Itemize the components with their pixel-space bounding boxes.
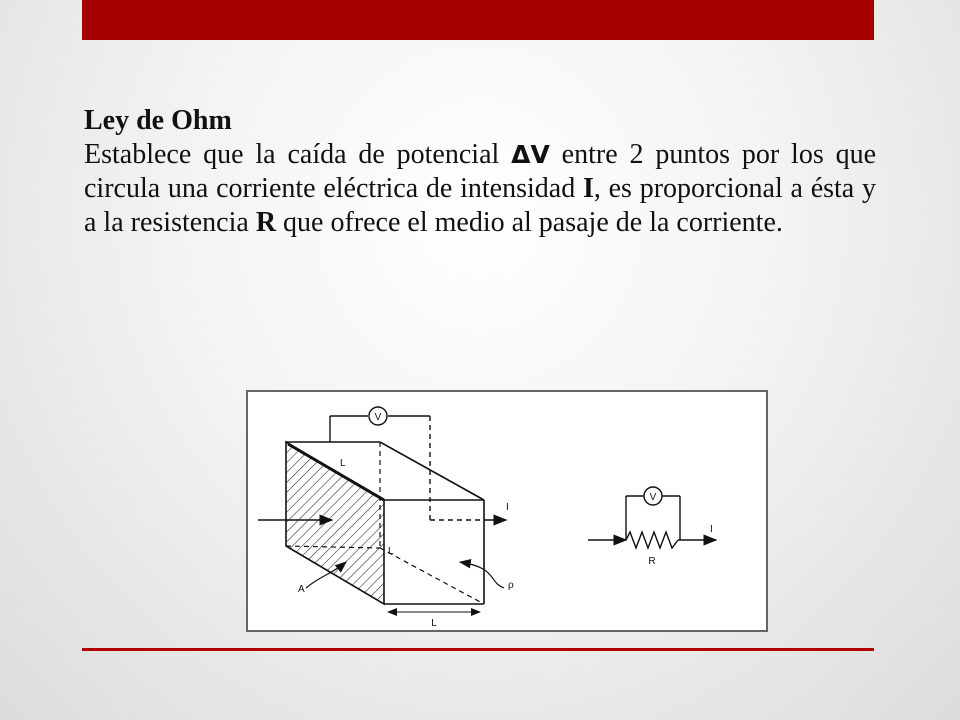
current-symbol: I: [582, 173, 594, 204]
resistance-symbol: R: [255, 207, 277, 238]
delta-v-symbol: ΔV: [511, 140, 550, 169]
diagram-svg: [248, 392, 766, 630]
bottom-divider: [82, 648, 874, 651]
resistor-label: R: [648, 556, 656, 567]
current-label-left-diagram: I: [506, 502, 509, 513]
top-right-edge: [380, 442, 484, 500]
ohm-law-diagram: [246, 390, 768, 632]
voltmeter-label-right: V: [649, 492, 657, 503]
paragraph-part-1: Establece que la caída de potencial: [84, 139, 512, 170]
length-label-bottom: L: [431, 618, 437, 629]
slide-title: Ley de Ohm: [84, 105, 232, 136]
paragraph-part-3: , es proporcional a ésta y a la resistencia: [84, 173, 876, 238]
area-label: A: [298, 584, 305, 595]
length-label-side: L: [388, 546, 394, 557]
slide-paragraph: [84, 138, 876, 240]
top-accent-bar: [82, 0, 874, 40]
voltmeter-label-left: V: [374, 412, 382, 423]
paragraph-part-2: entre 2 puntos por los que circula una corriente eléctrica de intensidad: [84, 139, 876, 204]
paragraph-part-4: que ofrece el medio al pasaje de la corriente.: [276, 207, 783, 238]
resistivity-pointer: [460, 562, 504, 588]
slide-content: [84, 104, 876, 240]
conductor-block: [286, 442, 484, 604]
hidden-diagonal-edge: [380, 548, 484, 604]
resistor-zigzag-icon: [626, 532, 678, 548]
hatched-cross-section: [286, 442, 384, 604]
current-label-right: I: [710, 524, 713, 535]
length-label-top: L: [340, 458, 346, 469]
resistor-schematic: [588, 487, 716, 567]
resistivity-label: ρ: [508, 580, 514, 591]
